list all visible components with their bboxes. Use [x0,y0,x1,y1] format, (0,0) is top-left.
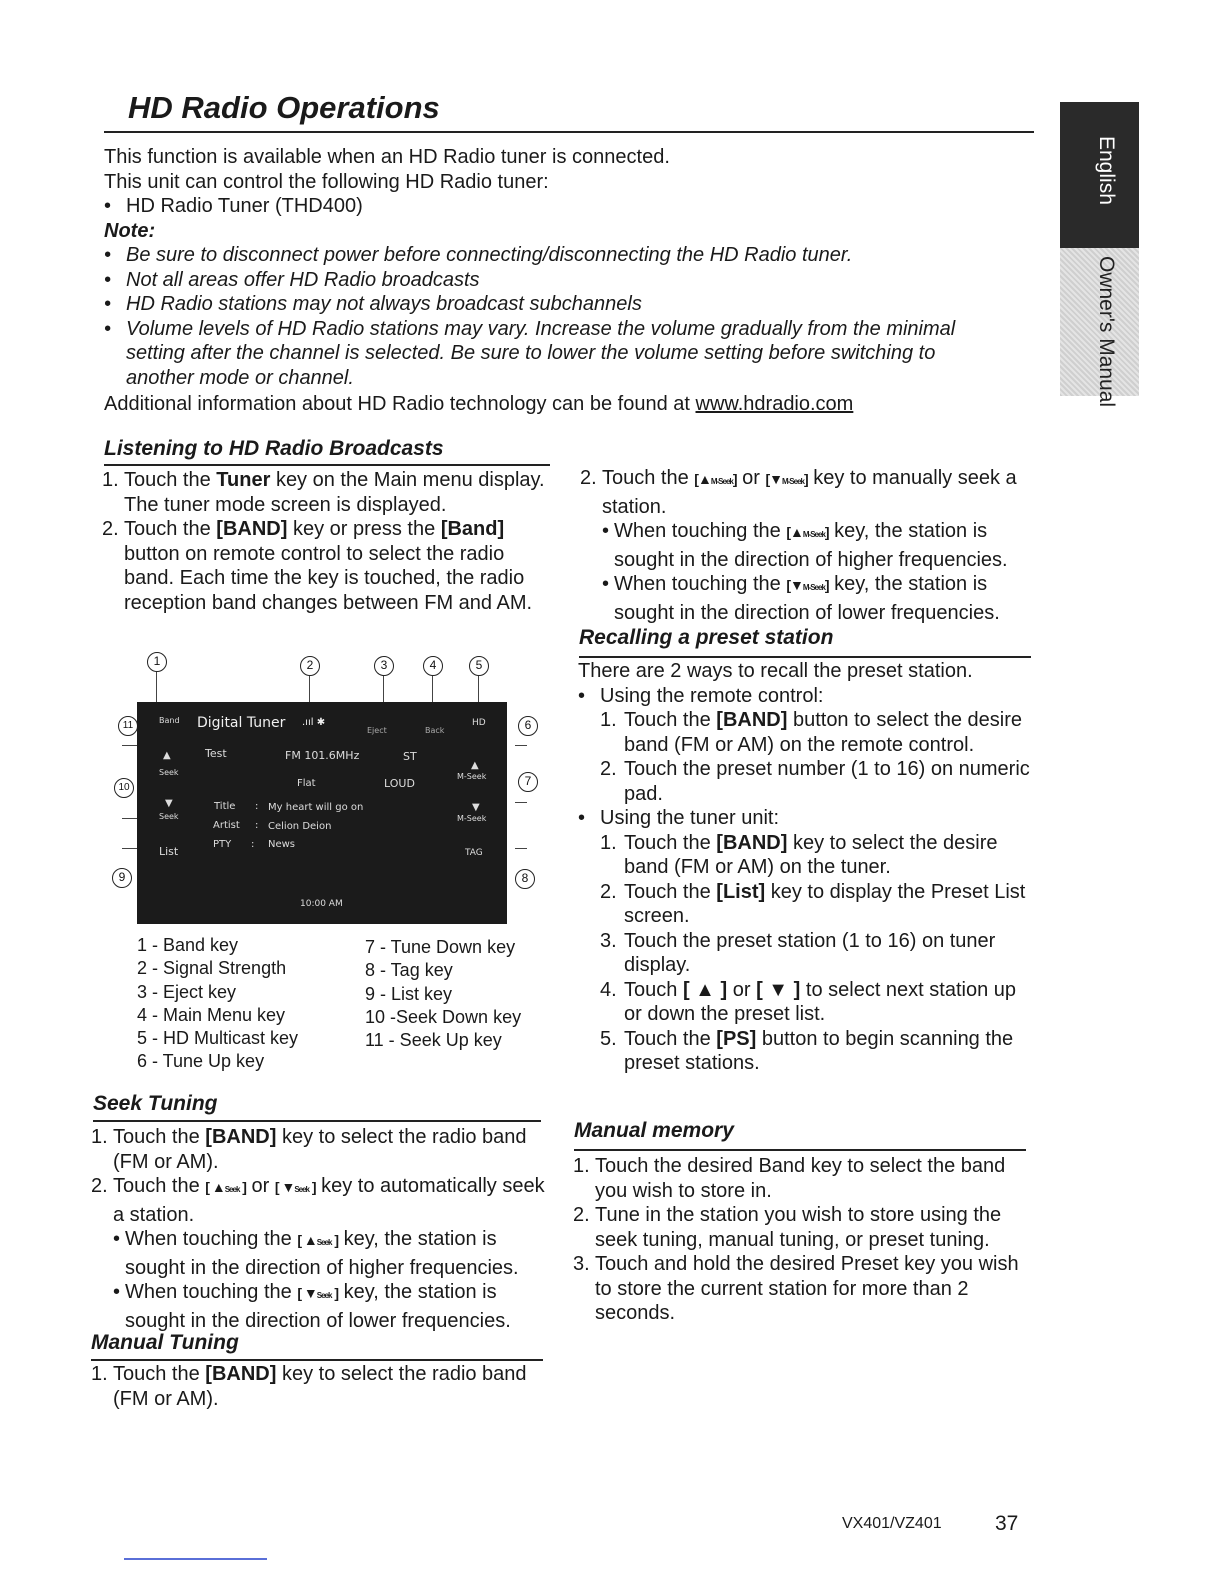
eq-flat: Flat [297,778,316,789]
back-key[interactable]: Back [425,726,445,735]
language-tab [1060,102,1139,248]
seek-tuning-steps [91,1125,549,1333]
seek-up-arrow-icon[interactable]: ▲ [163,750,171,761]
stereo-indicator: ST [403,750,417,763]
artist-label: Artist [213,820,240,831]
seek-tuning-heading: Seek Tuning [93,1092,218,1115]
recall-steps [578,659,1033,1076]
signal-strength-icon: .ııl ✱ [302,717,326,728]
callout-9: 9 [112,868,132,888]
listening-heading: Listening to HD Radio Broadcasts [104,437,444,460]
list-item: 4. Touch [ ▲ ] or [ ▼ ] to select next station up or down the preset list. [600,978,1017,1025]
legend-item: 4 - Main Menu key [137,1004,286,1025]
mseek-down-key-ref: [▼M-Seek] [786,577,829,593]
language-tab-label: English [1095,136,1118,205]
tune-up-key[interactable]: M-Seek [457,772,487,781]
recall-intro: There are 2 ways to recall the preset station. [578,660,973,682]
eject-key[interactable]: Eject [367,726,387,735]
list-item: • When touching the [ ▲Seek ] key, the station is sought in the direction of higher frequencies. [113,1228,519,1279]
list-item: 2. Touch the [▲M-Seek] or [▼M-Seek] key to manually seek a station. [580,467,1017,518]
seek-up-key-ref: [ ▲Seek ] [297,1232,339,1248]
colon: : [251,839,255,850]
recall-heading: Recalling a preset station [579,626,834,649]
legend-item: 1 - Band key [137,935,239,955]
legend-item: 2 - Signal Strength [137,958,287,979]
list-item: 1. Touch the [BAND] key to select the radio band (FM or AM). [91,1126,527,1173]
list-item: 2. Touch the preset number (1 to 16) on numeric pad. [600,758,1030,805]
mseek-up-key-ref: [▲M-Seek] [786,524,829,540]
list-item: 5. Touch the [PS] button to begin scanning the preset stations. [600,1027,1014,1074]
additional-info: Additional information about HD Radio technology can be found at www.hdradio.com [104,393,854,415]
title-rule [104,131,1034,133]
seek-down-key-ref: [ ▼Seek ] [274,1179,316,1195]
frequency-readout: FM 101.6MHz [285,749,360,762]
seek-up-key[interactable]: Seek [159,768,179,777]
list-item: 3. Touch and hold the desired Preset key you wish to store the current station for more than 2 seconds. [573,1253,1019,1324]
intro-block [104,145,1034,417]
test-label: Test [205,747,227,760]
seek-down-key-ref: [ ▼Seek ] [297,1285,339,1301]
colon: : [255,801,259,812]
clock: 10:00 AM [300,899,343,909]
section-rule [579,656,1031,658]
legend-item: 9 - List key [365,983,453,1004]
legend-right [365,936,521,1052]
seek-down-arrow-icon[interactable]: ▼ [165,798,173,809]
legend-item: 8 - Tag key [365,960,453,981]
list-item: • Using the tuner unit: [578,807,779,829]
title-value: My heart will go on [268,802,364,813]
section-rule [93,1120,541,1122]
tune-up-arrow-icon[interactable]: ▲ [471,760,479,771]
note-item: • Not all areas offer HD Radio broadcasts [104,268,480,291]
section-rule [91,1359,543,1361]
list-item: • When touching the [▼M-Seek] key, the station is sought in the direction of lower frequencies. [602,573,1000,624]
note-label: Note: [104,219,156,242]
callout-8: 8 [515,869,535,889]
legend-item: 10 -Seek Down key [365,1006,522,1027]
seek-down-key[interactable]: Seek [159,812,179,821]
screen-title: Digital Tuner [197,715,286,731]
tuner-screen [137,702,507,924]
note-item: • Be sure to disconnect power before connecting/disconnecting the HD Radio tuner. [104,244,853,266]
tune-down-arrow-icon[interactable]: ▼ [472,802,480,813]
manual-memory-steps [573,1154,1028,1326]
callout-10: 10 [114,778,134,798]
mseek-up-key-ref: [▲M-Seek] [694,471,737,487]
callout-3: 3 [374,656,394,676]
intro-line-2: This unit can control the following HD Radio tuner: [104,170,549,193]
intro-line-1: This function is available when an HD Radio tuner is connected. [104,146,670,168]
artist-value: Celion Deion [268,821,332,832]
model-number: VX401/VZ401 [842,1515,942,1532]
callout-7: 7 [518,772,538,792]
section-rule [574,1149,1026,1151]
legend-item: 7 - Tune Down key [365,937,516,957]
list-item: 2. Touch the [ ▲Seek ] or [ ▼Seek ] key to automatically seek a station. [91,1175,545,1226]
manual-tab-label: Owner's Manual [1095,256,1118,408]
legend-item: 6 - Tune Up key [137,1051,265,1072]
tune-down-key[interactable]: M-Seek [457,814,487,823]
list-item: • Using the remote control: [578,684,824,707]
list-item: 3. Touch the preset station (1 to 16) on tuner display. [600,929,996,976]
note-item: • Volume levels of HD Radio stations may vary. Increase the volume gradually from the minimal setting after the channel is selected. Be sure to lower the volume setting before switching to another mode or channel. [104,317,956,389]
list-item: 1. Touch the [BAND] button to select the desire band (FM or AM) on the remote control. [600,709,1022,756]
colon: : [255,820,259,831]
list-item: 1. Touch the [BAND] key to select the desire band (FM or AM) on the tuner. [600,831,998,878]
note-item: • HD Radio stations may not always broadcast subchannels [104,293,642,315]
callout-4: 4 [423,656,443,676]
callout-5: 5 [469,656,489,676]
listening-steps [102,468,547,615]
pty-value: News [268,839,296,850]
section-rule [104,464,550,466]
callout-11: 11 [118,716,138,736]
seek-up-key-ref: [ ▲Seek ] [205,1179,246,1195]
page-number: 37 [995,1512,1019,1535]
title-label: Title [214,801,236,812]
callout-1: 1 [147,652,167,672]
loudness-indicator: LOUD [384,777,415,790]
legend-item: 11 - Seek Up key [365,1030,502,1051]
list-item: 2. Touch the [List] key to display the Preset List screen. [600,880,1026,927]
manual-tuning-steps [91,1362,541,1411]
pty-label: PTY [213,839,232,850]
callout-2: 2 [300,656,320,676]
band-key[interactable]: Band [159,716,180,725]
list-item: 2. Touch the [BAND] key or press the [Band] button on remote control to select the radio band. Each time the key is touched, the radio reception band changes between FM and AM. [102,518,533,614]
hd-multicast-key[interactable]: HD [472,718,486,728]
legend-left [137,934,298,1074]
tuner-bullet: • HD Radio Tuner (THD400) [104,195,363,217]
list-item: 1. Touch the desired Band key to select the band you wish to store in. [573,1155,1006,1202]
list-item: 1. Touch the Tuner key on the Main menu display. The tuner mode screen is displayed. [102,469,545,516]
hdradio-link[interactable]: www.hdradio.com [695,393,854,415]
mseek-down-key-ref: [▼M-Seek] [765,471,808,487]
manual-tab [1060,248,1139,408]
tag-key[interactable]: TAG [465,848,483,858]
legend-item: 3 - Eject key [137,981,237,1002]
manual-memory-heading: Manual memory [574,1119,734,1142]
list-item: 1. Touch the [BAND] key to select the radio band (FM or AM). [91,1363,527,1410]
list-item: • When touching the [ ▼Seek ] key, the station is sought in the direction of lower frequencies. [113,1281,511,1332]
callout-6: 6 [518,716,538,736]
list-item: • When touching the [▲M-Seek] key, the station is sought in the direction of higher frequencies. [602,520,1008,571]
list-item: 2. Tune in the station you wish to store using the seek tuning, manual tuning, or preset tuning. [573,1204,1002,1251]
legend-item: 5 - HD Multicast key [137,1028,299,1049]
list-key[interactable]: List [159,845,179,858]
manual-tuning-heading: Manual Tuning [91,1331,239,1354]
bottom-rule [124,1558,267,1560]
page-title: HD Radio Operations [128,90,440,125]
manual-tuning-continued [580,466,1035,625]
